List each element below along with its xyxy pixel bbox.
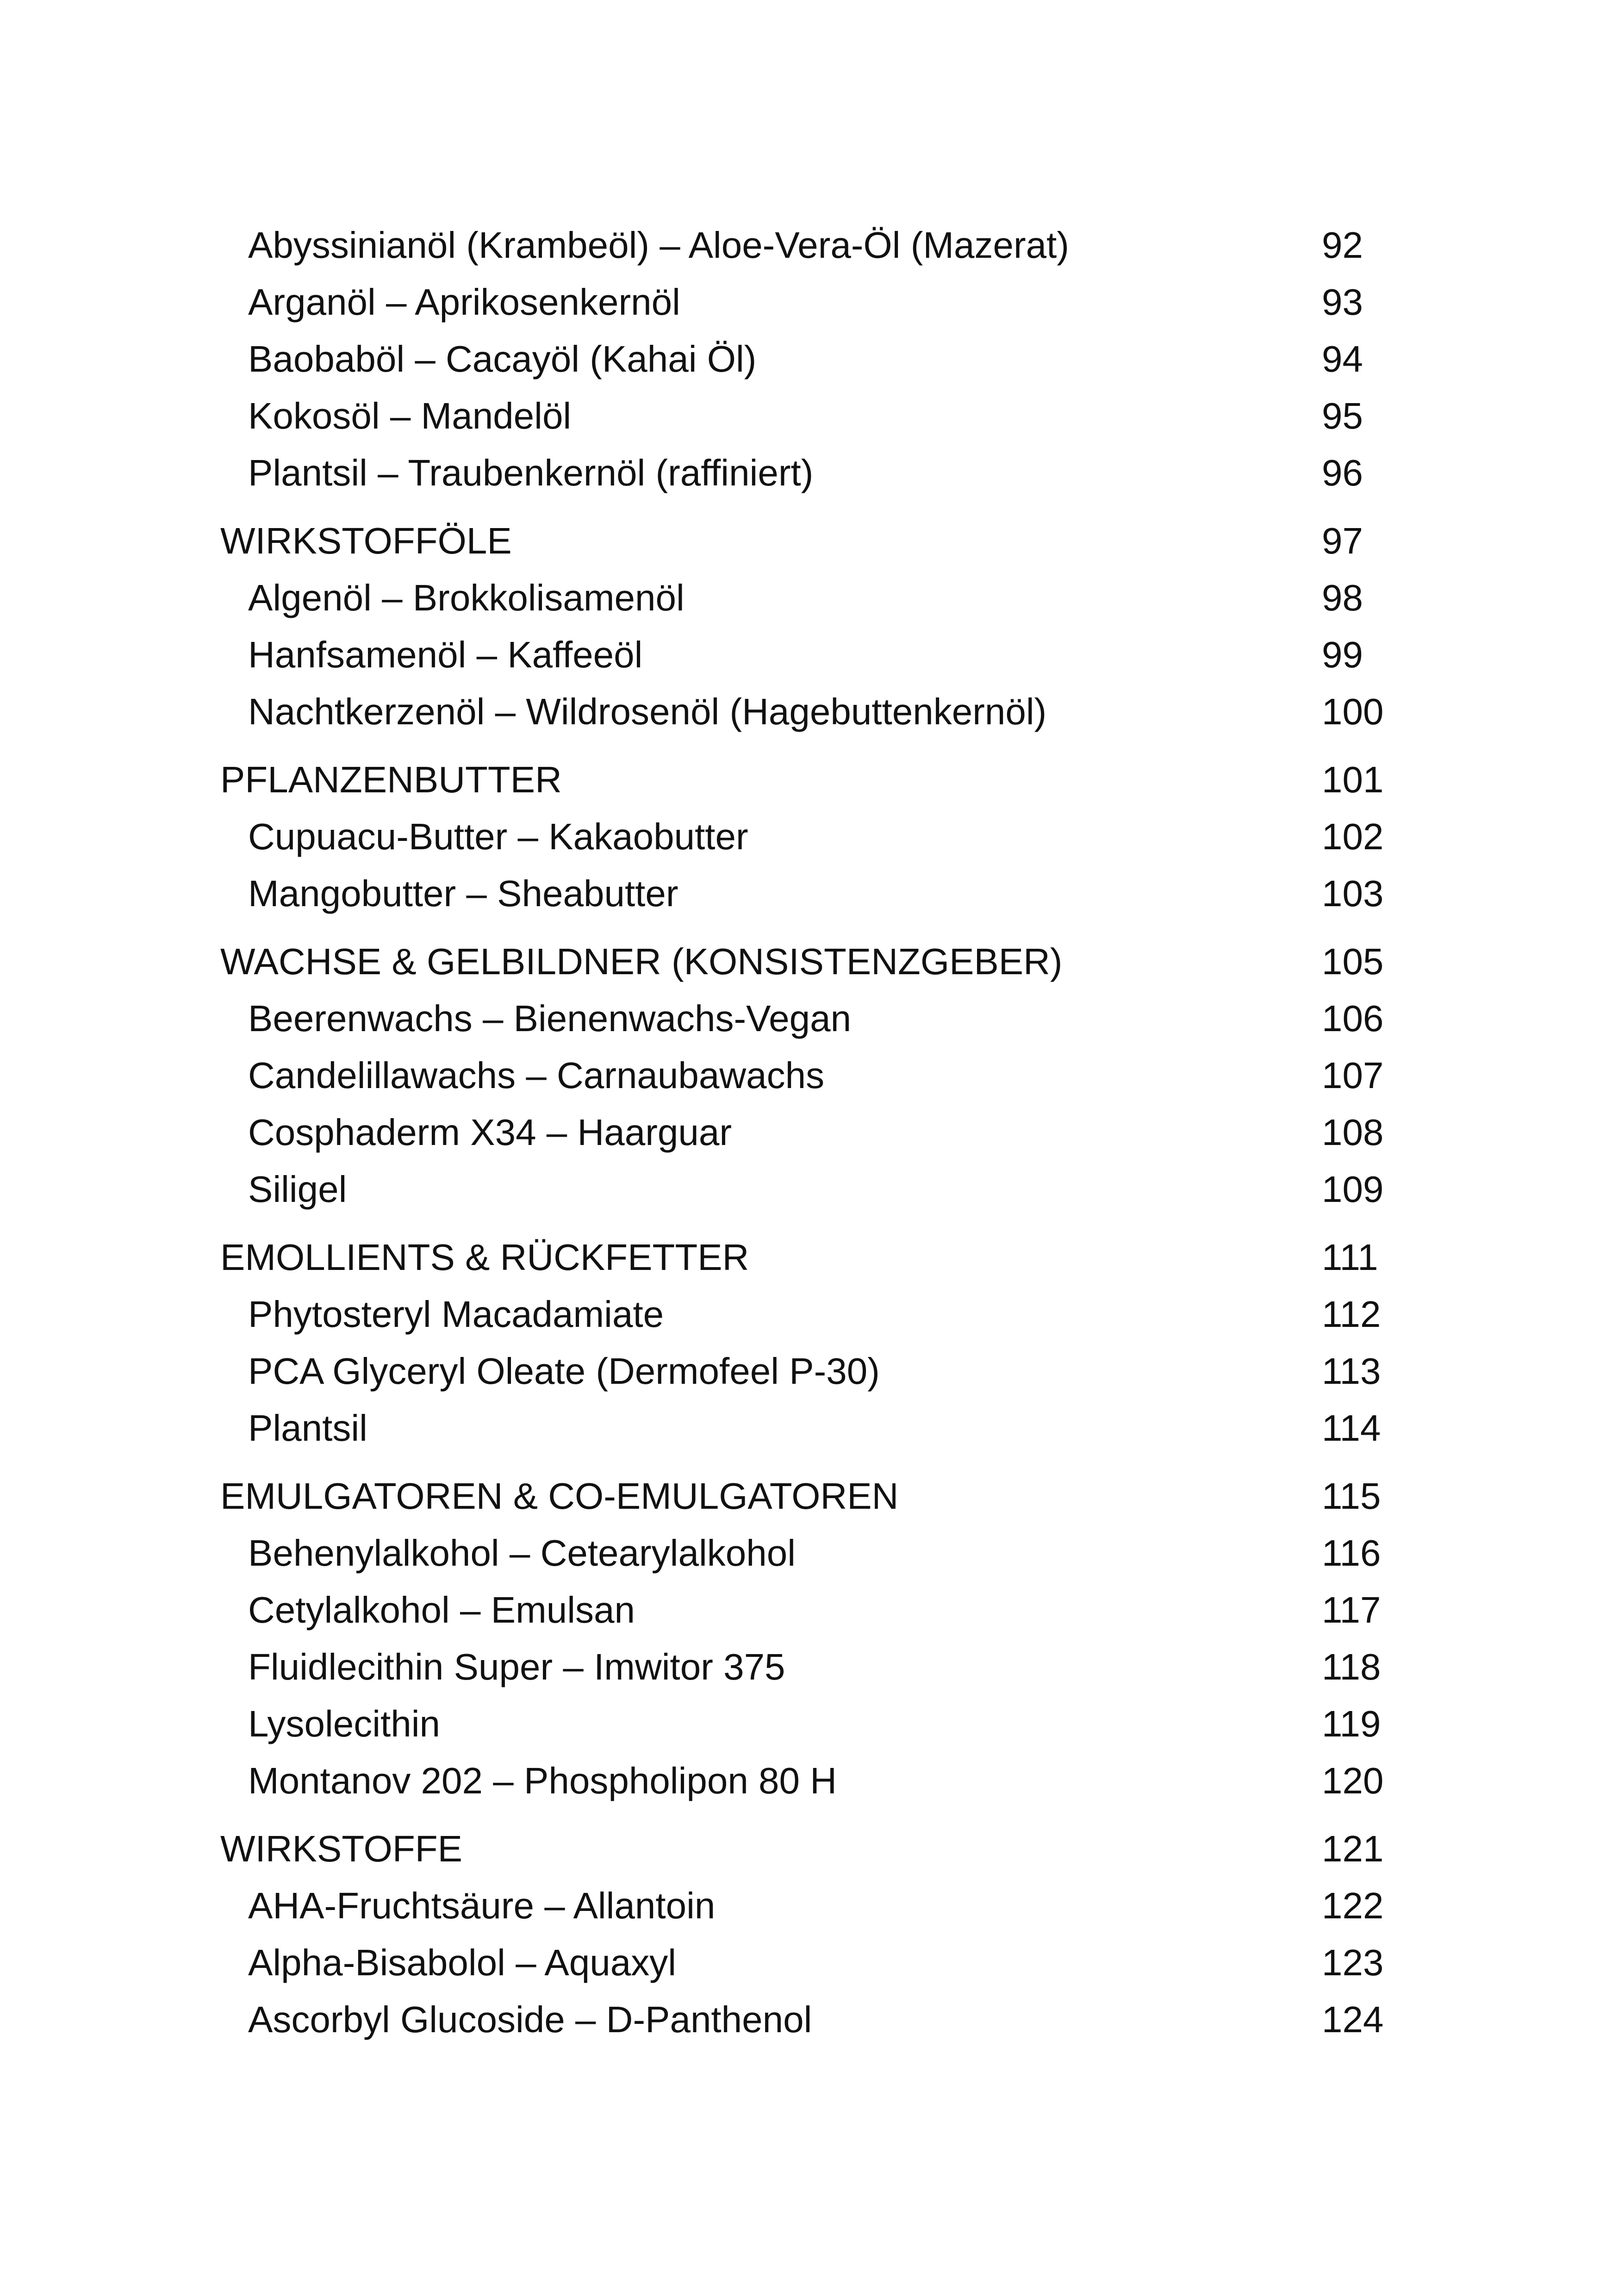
toc-page-number: 95	[1322, 395, 1363, 436]
toc-entry-title: AHA-Fruchtsäure – Allantoin	[248, 1885, 716, 1926]
toc-entry[interactable]	[0, 1343, 1618, 1400]
toc-section-heading[interactable]	[0, 751, 1618, 808]
toc-section-title: EMOLLIENTS & RÜCKFETTER	[220, 1237, 749, 1278]
toc-page-number: 115	[1322, 1475, 1381, 1517]
toc-entry-title: Hanfsamenöl – Kaffeeöl	[248, 634, 643, 675]
toc-entry-title: Nachtkerzenöl – Wildrosenöl (Hagebuttenkernöl)	[248, 691, 1047, 732]
toc-entry-title: Algenöl – Brokkolisamenöl	[248, 577, 685, 618]
toc-section-title: WIRKSTOFFÖLE	[220, 520, 512, 561]
toc-entry[interactable]	[0, 1695, 1618, 1752]
toc-entry[interactable]	[0, 1104, 1618, 1161]
toc-entry[interactable]	[0, 1877, 1618, 1934]
toc-page-number: 117	[1322, 1589, 1381, 1630]
toc-section-title: EMULGATOREN & CO-EMULGATOREN	[220, 1475, 899, 1517]
toc-entry[interactable]	[0, 683, 1618, 740]
toc-page-number: 102	[1322, 816, 1384, 857]
toc-entry[interactable]	[0, 1581, 1618, 1638]
toc-page-number: 119	[1322, 1703, 1381, 1744]
toc-section-heading[interactable]	[0, 933, 1618, 990]
toc-entry[interactable]	[0, 1991, 1618, 2048]
toc-page-number: 118	[1322, 1646, 1381, 1687]
toc-entry-title: Montanov 202 – Phospholipon 80 H	[248, 1760, 837, 1801]
toc-page-number: 92	[1322, 224, 1363, 266]
toc-entry[interactable]	[0, 1400, 1618, 1456]
toc-page-number: 120	[1322, 1760, 1384, 1801]
toc-entry[interactable]	[0, 990, 1618, 1047]
toc-section-heading[interactable]	[0, 512, 1618, 569]
toc-page-number: 121	[1322, 1828, 1384, 1869]
toc-page-number: 93	[1322, 281, 1363, 323]
toc-page-number: 96	[1322, 452, 1363, 493]
toc-entry[interactable]	[0, 1638, 1618, 1695]
toc-entry[interactable]	[0, 387, 1618, 444]
toc-section-heading[interactable]	[0, 1468, 1618, 1524]
toc-entry-title: Abyssinianöl (Krambeöl) – Aloe-Vera-Öl (Mazerat)	[248, 224, 1070, 266]
toc-entry-title: Alpha-Bisabolol – Aquaxyl	[248, 1942, 677, 1983]
toc-page-number: 106	[1322, 998, 1384, 1039]
toc-section-title: WIRKSTOFFE	[220, 1828, 462, 1869]
toc-entry-title: Ascorbyl Glucoside – D-Panthenol	[248, 1999, 812, 2040]
toc-page-number: 116	[1322, 1532, 1381, 1574]
toc-page-number: 94	[1322, 338, 1363, 380]
toc-entry-title: Arganöl – Aprikosenkernöl	[248, 281, 680, 323]
toc-entry[interactable]	[0, 865, 1618, 922]
toc-entry-title: PCA Glyceryl Oleate (Dermofeel P-30)	[248, 1350, 880, 1392]
toc-entry-title: Mangobutter – Sheabutter	[248, 873, 678, 914]
toc-entry[interactable]	[0, 569, 1618, 626]
toc-entry-title: Plantsil – Traubenkernöl (raffiniert)	[248, 452, 814, 493]
toc-entry-title: Cetylalkohol – Emulsan	[248, 1589, 635, 1630]
toc-section-title: PFLANZENBUTTER	[220, 759, 562, 800]
toc-entry[interactable]	[0, 217, 1618, 274]
toc-page-number: 98	[1322, 577, 1363, 618]
toc-entry[interactable]	[0, 1752, 1618, 1809]
toc-page-number: 109	[1322, 1169, 1384, 1210]
toc-page-number: 122	[1322, 1885, 1384, 1926]
toc-entry[interactable]	[0, 1161, 1618, 1218]
toc-page-number: 99	[1322, 634, 1363, 675]
toc-entry[interactable]	[0, 330, 1618, 387]
toc-section-title: WACHSE & GELBILDNER (KONSISTENZGEBER)	[220, 941, 1063, 982]
toc-entry[interactable]	[0, 1524, 1618, 1581]
toc-entry[interactable]	[0, 1047, 1618, 1104]
toc-page-number: 114	[1322, 1407, 1381, 1449]
toc-entry-title: Plantsil	[248, 1407, 367, 1449]
toc-entry[interactable]	[0, 1934, 1618, 1991]
toc-entry[interactable]	[0, 274, 1618, 330]
toc-entry-title: Beerenwachs – Bienenwachs-Vegan	[248, 998, 852, 1039]
toc-page-number: 105	[1322, 941, 1384, 982]
toc-page-number: 103	[1322, 873, 1384, 914]
toc-entry-title: Behenylalkohol – Cetearylalkohol	[248, 1532, 796, 1574]
toc-entry-title: Siligel	[248, 1169, 347, 1210]
toc-entry[interactable]	[0, 444, 1618, 501]
toc-page-number: 107	[1322, 1055, 1384, 1096]
table-of-contents	[0, 217, 1618, 2048]
toc-entry-title: Candelillawachs – Carnaubawachs	[248, 1055, 825, 1096]
toc-entry-title: Cosphaderm X34 – Haarguar	[248, 1112, 732, 1153]
toc-page-number: 100	[1322, 691, 1384, 732]
toc-section-heading[interactable]	[0, 1820, 1618, 1877]
toc-entry-title: Phytosteryl Macadamiate	[248, 1294, 664, 1335]
toc-entry[interactable]	[0, 626, 1618, 683]
toc-page-number: 108	[1322, 1112, 1384, 1153]
toc-entry-title: Lysolecithin	[248, 1703, 441, 1744]
toc-page-number: 97	[1322, 520, 1363, 561]
toc-entry[interactable]	[0, 808, 1618, 865]
toc-entry-title: Baobaböl – Cacayöl (Kahai Öl)	[248, 338, 757, 380]
toc-page-number: 112	[1322, 1294, 1381, 1335]
toc-entry-title: Fluidlecithin Super – Imwitor 375	[248, 1646, 785, 1687]
toc-page-number: 111	[1322, 1237, 1378, 1278]
toc-entry-title: Kokosöl – Mandelöl	[248, 395, 572, 436]
toc-entry-title: Cupuacu-Butter – Kakaobutter	[248, 816, 748, 857]
toc-section-heading[interactable]	[0, 1229, 1618, 1286]
toc-page-number: 123	[1322, 1942, 1384, 1983]
toc-entry[interactable]	[0, 1286, 1618, 1343]
toc-page-number: 113	[1322, 1350, 1381, 1392]
toc-page-number: 124	[1322, 1999, 1384, 2040]
toc-page-number: 101	[1322, 759, 1384, 800]
